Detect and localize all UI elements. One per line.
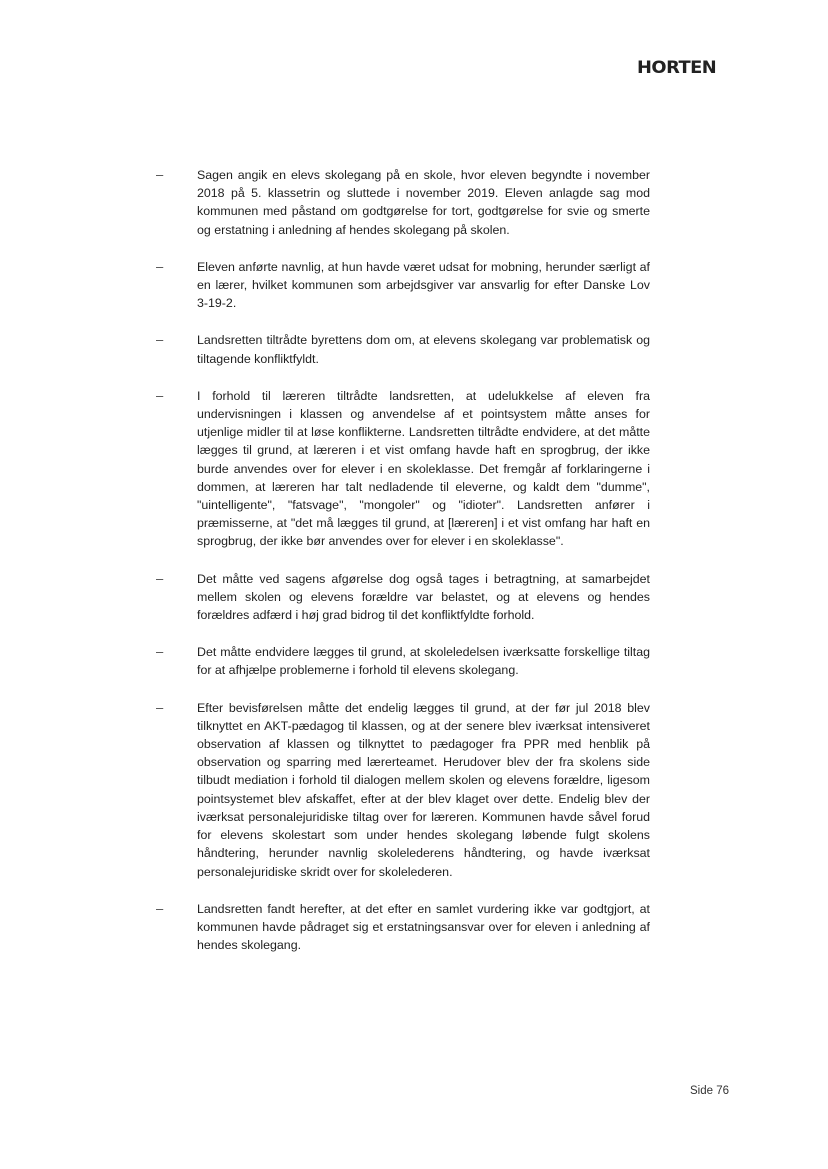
list-item-text: Det måtte ved sagens afgørelse dog også tages i betragtning, at samarbejdet mellem skolen og elevens forældre var belastet, og at elevens og hendes forældres adfærd i høj grad bidrog til det konfliktfyldte forhold. (197, 571, 650, 623)
bullet-dash: – (156, 644, 164, 660)
list-item-text: Landsretten tiltrådte byrettens dom om, at elevens skolegang var problematisk og tiltagende konfliktfyldt. (197, 333, 650, 366)
page-number: Side 76 (690, 1085, 730, 1097)
horten-logo: HORTEN (637, 58, 717, 78)
bullet-dash: – (156, 258, 164, 274)
list-item-text: Efter bevisførelsen måtte det endelig lægges til grund, at der før jul 2018 blev tilknyttet en AKT-pædagog til klassen, og at der senere blev iværksat intensiveret observation af klassen og tilknyttet to pædagoger fra PPR med henblik på observation og sparring med lærerteamet. Herudover blev der fra skolens side tilbudt mediation i forhold til dialogen mellem skolen og elevens forældre, ligesom pointsystemet blev afskaffet, efter at der blev klaget over dette. Endelig blev der iværksat personalejuridiske tiltag over for læreren. Kommunen havde såvel forud for elevens skolestart som under hendes skolegang løbende fulgt skolens håndtering, herunder navnlig skolelederens håndtering, og havde iværksat personalejuridiske skridt over for skolelederen. (197, 700, 650, 879)
list-item (150, 387, 650, 551)
list-item (150, 900, 650, 955)
bullet-dash: – (156, 332, 164, 348)
list-item (150, 699, 650, 881)
list-item-text: Landsretten fandt herefter, at det efter en samlet vurdering ikke var godtgjort, at kommunen havde pådraget sig et erstatningsansvar over for eleven i anledning af hendes skolegang. (197, 901, 650, 953)
bullet-dash: – (156, 387, 164, 403)
bullet-dash: – (156, 900, 164, 916)
document-body (150, 166, 650, 954)
list-item (150, 166, 650, 239)
bullet-dash: – (156, 699, 164, 715)
list-item (150, 331, 650, 367)
list-item (150, 643, 650, 679)
bullet-dash: – (156, 167, 164, 182)
list-item-text: Sagen angik en elevs skolegang på en skole, hvor eleven begyndte i november 2018 på 5. klassetrin og sluttede i november 2019. Eleven anlagde sag mod kommunen med påstand om godtgørelse for tort, godtgørelse for svie og smerte og erstatning i anledning af hendes skolegang på skolen. (197, 168, 650, 237)
list-item-text: Eleven anførte navnlig, at hun havde været udsat for mobning, herunder særligt af en lærer, hvilket kommunen som arbejdsgiver var ansvarlig for efter Danske Lov 3-19-2. (197, 259, 650, 311)
list-item (150, 570, 650, 625)
list-item (150, 258, 650, 313)
list-item-text: Det måtte endvidere lægges til grund, at skoleledelsen iværksatte forskellige tiltag for at afhjælpe problemerne i forhold til elevens skolegang. (197, 645, 650, 678)
bullet-dash: – (156, 570, 164, 586)
list-item-text: I forhold til læreren tiltrådte landsretten, at udelukkelse af eleven fra undervisningen i klassen og anvendelse af et pointsystem måtte anses for utjenlige midler til at løse konflikterne. Landsretten tiltrådte endvidere, at det måtte lægges til grund, at læreren i et vist omfang havde haft en sprogbrug, der ikke burde anvendes over for elever i en skoleklasse. Det fremgår af forklaringerne i dommen, at læreren har talt nedladende til eleverne, og kaldt dem "dumme", "uintelligente", "fatsvage", "mongoler" og "idioter". Landsretten anfører i præmisserne, at "det må lægges til grund, at [læreren] i et vist omfang har haft en sprogbrug, der ikke bør anvendes over for elever i en skoleklasse". (197, 388, 650, 549)
